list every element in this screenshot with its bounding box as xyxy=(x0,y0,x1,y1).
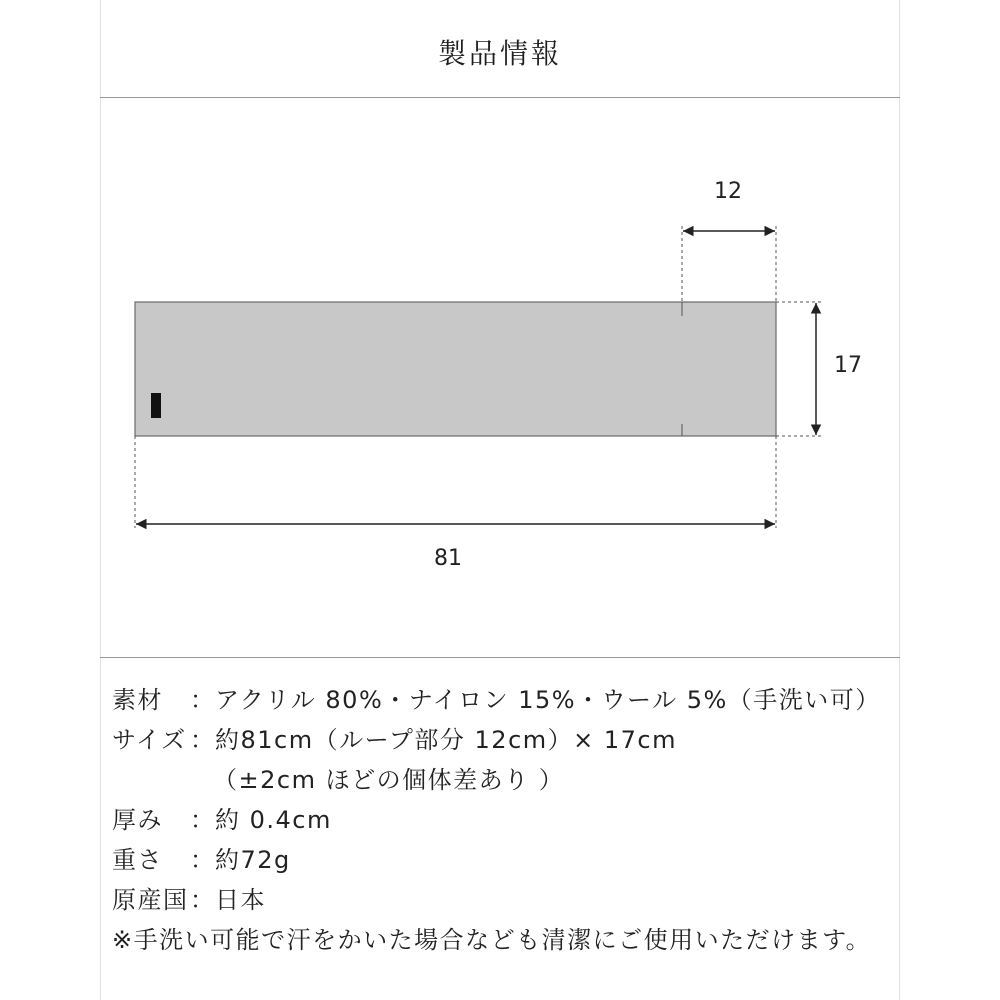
spec-separator: ： xyxy=(190,806,216,834)
spec-label: サイズ xyxy=(112,726,187,754)
spec-value: 約72g xyxy=(215,846,291,874)
specs-divider xyxy=(100,657,900,658)
spec-separator: ： xyxy=(190,726,216,754)
care-footnote: ※手洗い可能で汗をかいた場合なども清潔にご使用いただけます。 xyxy=(112,926,872,954)
dimension-diagram xyxy=(0,98,1000,657)
spec-value: 約81cm（ループ部分 12cm）× 17cm xyxy=(215,726,678,754)
spec-separator: ： xyxy=(190,686,216,714)
height-dimension-label: 17 xyxy=(834,353,862,378)
spec-list xyxy=(112,680,892,960)
scarf-body xyxy=(135,302,776,436)
page-title: 製品情報 xyxy=(437,36,562,70)
brand-tag xyxy=(151,393,161,418)
spec-value: 日本 xyxy=(215,886,266,914)
spec-row-material xyxy=(112,680,892,720)
spec-value: アクリル 80%・ナイロン 15%・ウール 5%（手洗い可） xyxy=(215,686,881,714)
spec-label: 原産国 xyxy=(112,886,189,914)
spec-row-origin xyxy=(112,880,892,920)
spec-separator: ： xyxy=(190,846,216,874)
spec-label: 重さ xyxy=(112,846,163,874)
spec-row-weight xyxy=(112,840,892,880)
spec-separator: ： xyxy=(190,886,216,914)
loop-dimension-label: 12 xyxy=(714,179,742,204)
spec-label: 素材 xyxy=(112,686,163,714)
spec-row-size xyxy=(112,720,892,760)
spec-label: 厚み xyxy=(112,806,163,834)
spec-value: 約 0.4cm xyxy=(215,806,332,834)
length-dimension-label: 81 xyxy=(434,546,462,571)
spec-size-note: （±2cm ほどの個体差あり ） xyxy=(213,766,565,794)
spec-row-thickness xyxy=(112,800,892,840)
